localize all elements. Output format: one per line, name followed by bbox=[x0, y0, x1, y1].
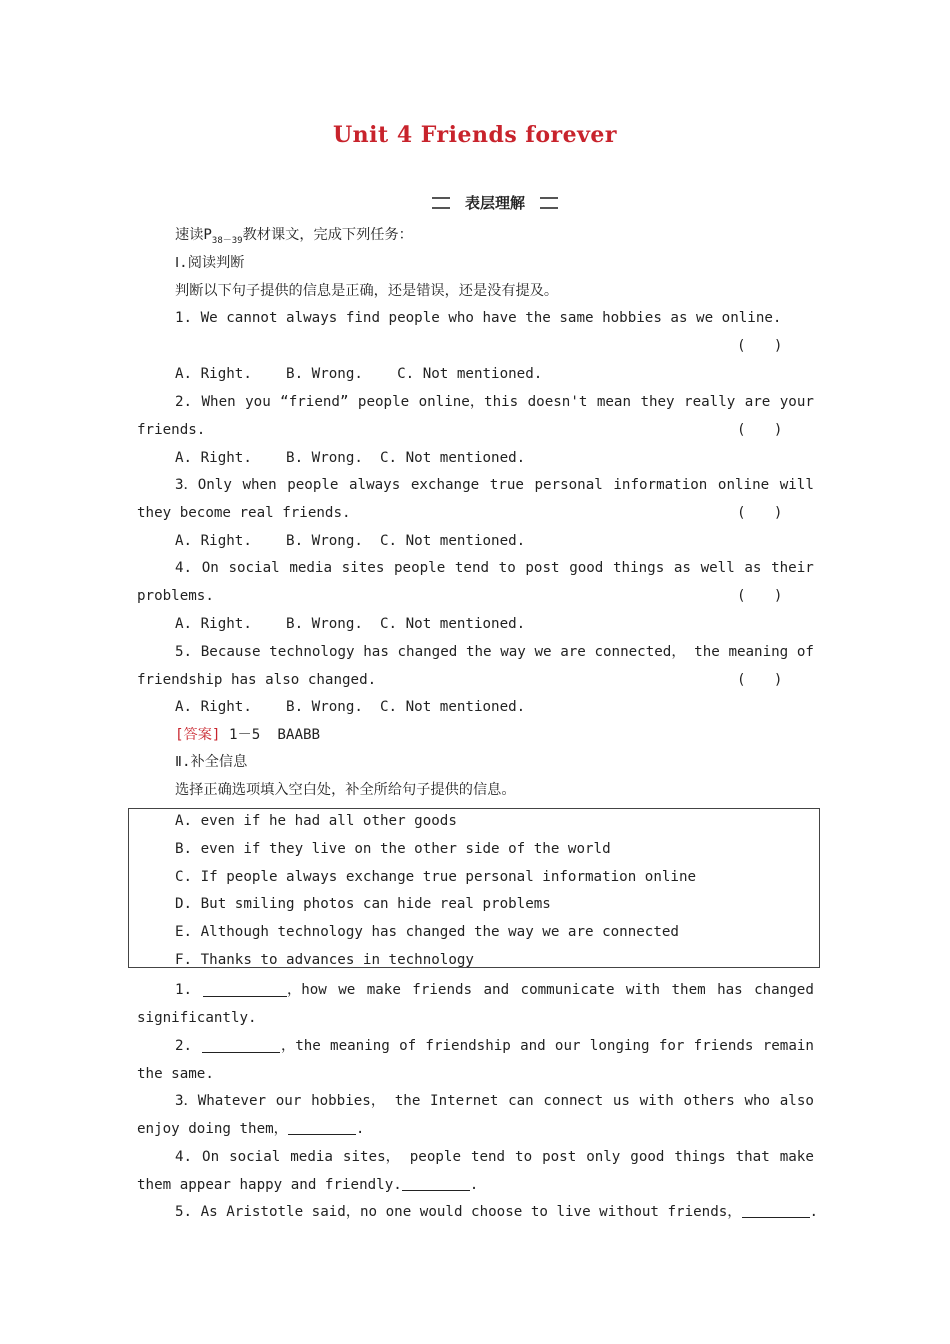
sentence-2-word: remain bbox=[762, 1038, 814, 1054]
sentence-1 bbox=[287, 980, 814, 1000]
question-5-word: technology bbox=[269, 644, 355, 660]
question-5-word: meaning bbox=[728, 644, 789, 660]
sentence-1-end: significantly. bbox=[137, 1010, 257, 1026]
sentence-3 bbox=[175, 1091, 814, 1111]
answer-paren-5: ( ) bbox=[737, 672, 783, 688]
sentence-4-word: 4. bbox=[175, 1149, 193, 1165]
answer-paren-2: ( ) bbox=[737, 422, 783, 438]
question-2-word: you bbox=[245, 394, 271, 410]
question-2 bbox=[175, 392, 814, 412]
question-2-end: friends. bbox=[137, 422, 206, 438]
answer-tag: [答案] bbox=[175, 727, 221, 743]
sentence-2-word: for bbox=[658, 1038, 685, 1054]
question-3-word: when bbox=[242, 477, 277, 493]
question-4-word: well bbox=[700, 560, 735, 576]
question-4 bbox=[175, 558, 814, 578]
question-4-word: On bbox=[201, 560, 219, 576]
question-3 bbox=[175, 475, 814, 495]
question-4-word: tend bbox=[454, 560, 490, 576]
question-2-word: online，this bbox=[418, 394, 519, 410]
sentence-3-word: connect bbox=[543, 1093, 604, 1109]
sentence-2-number: 2. bbox=[175, 1038, 193, 1054]
question-3-end: they become real friends. bbox=[137, 505, 351, 521]
sentence-4-end: them appear happy and friendly. . bbox=[137, 1177, 479, 1193]
question-4-word: 4. bbox=[175, 560, 193, 576]
question-5-word: are bbox=[560, 644, 586, 660]
intro-line: 速读$P_{38-39}$教材课文，完成下列任务： bbox=[175, 227, 413, 246]
question-4-word: as bbox=[744, 560, 762, 576]
question-5-word: Because bbox=[200, 644, 261, 660]
sentence-3-word: can bbox=[508, 1093, 534, 1109]
question-2-word: really bbox=[684, 394, 736, 410]
sentence-3-word: Internet bbox=[430, 1093, 499, 1109]
question-4-word: as bbox=[673, 560, 691, 576]
question-2-options: A. Right. B. Wrong. C. Not mentioned. bbox=[175, 450, 526, 466]
blank-2[interactable] bbox=[202, 1038, 280, 1053]
answer-paren-4: ( ) bbox=[737, 588, 783, 604]
question-2-word: When bbox=[201, 394, 236, 410]
sentence-4-word: On bbox=[202, 1149, 220, 1165]
part1-instruction: 判断以下句子提供的信息是正确，还是错误，还是没有提及。 bbox=[175, 283, 559, 299]
sentence-5: 5. As Aristotle said，no one would choose to live without friends， . bbox=[175, 1204, 819, 1220]
sentence-3-word: hobbies， bbox=[311, 1093, 386, 1109]
sentence-4-word: media bbox=[290, 1149, 333, 1165]
sentence-4-word: sites， bbox=[342, 1149, 400, 1165]
sentence-2-word: meaning bbox=[330, 1038, 390, 1054]
sentence-2-end: the same. bbox=[137, 1066, 214, 1082]
question-2-word: mean bbox=[596, 394, 632, 410]
sentence-1-word: them bbox=[671, 982, 706, 998]
sentence-3-word: 3．Whatever bbox=[175, 1093, 267, 1109]
sentence-3-word: also bbox=[779, 1093, 814, 1109]
sentence-2-word: friendship bbox=[425, 1038, 511, 1054]
question-2-word: “friend” bbox=[280, 394, 349, 410]
choice-f: F. Thanks to advances in technology bbox=[175, 952, 474, 968]
question-4-end: problems. bbox=[137, 588, 214, 604]
question-5-options: A. Right. B. Wrong. C. Not mentioned. bbox=[175, 699, 526, 715]
choice-b: B. even if they live on the other side of the world bbox=[175, 841, 611, 857]
sentence-2-word: our bbox=[554, 1038, 581, 1054]
part2-instruction: 选择正确选项填入空白处，补全所给句子提供的信息。 bbox=[175, 782, 516, 798]
sentence-2-word: ，the bbox=[281, 1038, 321, 1054]
sentence-1-number: 1. bbox=[175, 982, 193, 998]
question-2-word: they bbox=[640, 394, 675, 410]
sentence-4-word: only bbox=[586, 1149, 621, 1165]
question-3-word: people bbox=[287, 477, 339, 493]
sentence-3-end: enjoy doing them， . bbox=[137, 1121, 365, 1137]
part2-heading: Ⅱ.补全信息 bbox=[175, 754, 248, 770]
question-4-word: things bbox=[612, 560, 665, 576]
question-3-word: information bbox=[613, 477, 708, 493]
question-4-word: sites bbox=[341, 560, 385, 576]
question-4-word: people bbox=[394, 560, 446, 576]
sentence-3-word: our bbox=[275, 1093, 302, 1109]
part1-heading: Ⅰ.阅读判断 bbox=[175, 255, 245, 271]
section-badge-label: 表层理解 bbox=[450, 192, 540, 214]
question-5 bbox=[175, 642, 814, 662]
sentence-4 bbox=[175, 1147, 814, 1167]
question-2-word: people bbox=[357, 394, 410, 410]
question-4-word: their bbox=[771, 560, 814, 576]
question-3-word: true bbox=[489, 477, 524, 493]
sentence-4-word: people bbox=[409, 1149, 461, 1165]
section-badge bbox=[432, 192, 558, 216]
question-4-word: social bbox=[228, 560, 280, 576]
sentence-4-word: good bbox=[630, 1149, 665, 1165]
choice-a: A. even if he had all other goods bbox=[175, 813, 457, 829]
question-3-word: exchange bbox=[410, 477, 480, 493]
question-5-end: friendship has also changed. bbox=[137, 672, 377, 688]
sentence-3-word: others bbox=[683, 1093, 735, 1109]
sentence-1-word: changed bbox=[754, 982, 814, 998]
sentence-4-word: tend bbox=[470, 1149, 506, 1165]
sentence-3-word: with bbox=[639, 1093, 674, 1109]
blank-1[interactable] bbox=[203, 982, 287, 997]
answer-paren-3: ( ) bbox=[737, 505, 783, 521]
question-4-options: A. Right. B. Wrong. C. Not mentioned. bbox=[175, 616, 526, 632]
sentence-4-word: things bbox=[674, 1149, 726, 1165]
choices-box bbox=[128, 808, 820, 968]
question-4-word: good bbox=[569, 560, 604, 576]
question-5-word: we bbox=[534, 644, 552, 660]
question-1: 1. We cannot always find people who have the same hobbies as we online. bbox=[175, 310, 782, 326]
sentence-4-word: social bbox=[229, 1149, 281, 1165]
question-5-word: changed bbox=[397, 644, 458, 660]
sentence-3-word: who bbox=[744, 1093, 771, 1109]
choice-e: E. Although technology has changed the way we are connected bbox=[175, 924, 679, 940]
blank-4[interactable] bbox=[402, 1176, 470, 1191]
sentence-1-word: communicate bbox=[520, 982, 615, 998]
question-4-word: post bbox=[525, 560, 560, 576]
question-5-word: way bbox=[500, 644, 526, 660]
sentence-1-word: make bbox=[366, 982, 401, 998]
sentence-4-word: make bbox=[779, 1149, 814, 1165]
sentence-1-word: and bbox=[483, 982, 510, 998]
sentence-2-word: friends bbox=[693, 1038, 754, 1054]
sentence-1-word: with bbox=[625, 982, 661, 998]
sentence-3-word: the bbox=[394, 1093, 421, 1109]
question-5-word: connected， bbox=[594, 644, 686, 660]
sentence-1-word: we bbox=[338, 982, 356, 998]
question-3-word: always bbox=[349, 477, 401, 493]
question-5-word: the bbox=[694, 644, 720, 660]
answer-paren-1: ( ) bbox=[737, 338, 783, 354]
sentence-4-word: that bbox=[735, 1149, 770, 1165]
question-3-word: personal bbox=[534, 477, 603, 493]
choice-d: D. But smiling photos can hide real problems bbox=[175, 896, 551, 912]
question-3-word: 3．Only bbox=[175, 477, 232, 493]
question-3-word: will bbox=[779, 477, 814, 493]
sentence-1-word: friends bbox=[412, 982, 473, 998]
sentence-4-word: post bbox=[542, 1149, 577, 1165]
question-3-word: online bbox=[717, 477, 770, 493]
page-title: Unit 4 Friends forever bbox=[332, 122, 618, 148]
sentence-4-word: to bbox=[515, 1149, 533, 1165]
answer-text: 1－5 BAABB bbox=[220, 727, 321, 743]
question-4-word: media bbox=[289, 560, 333, 576]
sentence-2-word: of bbox=[399, 1038, 417, 1054]
question-5-word: 5. bbox=[175, 644, 193, 660]
question-2-word: 2. bbox=[175, 394, 193, 410]
question-2-word: are bbox=[744, 394, 771, 410]
sentence-2-word: and bbox=[520, 1038, 546, 1054]
sentence-1-word: has bbox=[717, 982, 743, 998]
choice-c: C. If people always exchange true personal information online bbox=[175, 869, 697, 885]
question-2-word: your bbox=[779, 394, 814, 410]
question-5-word: has bbox=[363, 644, 389, 660]
sentence-2 bbox=[281, 1036, 814, 1056]
question-4-word: to bbox=[498, 560, 516, 576]
blank-5[interactable] bbox=[742, 1203, 810, 1218]
sentence-2-word: longing bbox=[589, 1038, 650, 1054]
question-1-options: A. Right. B. Wrong. C. Not mentioned. bbox=[175, 366, 543, 382]
question-3-options: A. Right. B. Wrong. C. Not mentioned. bbox=[175, 533, 526, 549]
question-5-word: of bbox=[796, 644, 814, 660]
sentence-1-word: ，how bbox=[287, 982, 327, 998]
answer-line bbox=[175, 725, 320, 745]
blank-3[interactable] bbox=[288, 1120, 356, 1135]
question-5-word: the bbox=[465, 644, 492, 660]
sentence-3-word: us bbox=[612, 1093, 630, 1109]
question-2-word: doesn't bbox=[527, 394, 588, 410]
